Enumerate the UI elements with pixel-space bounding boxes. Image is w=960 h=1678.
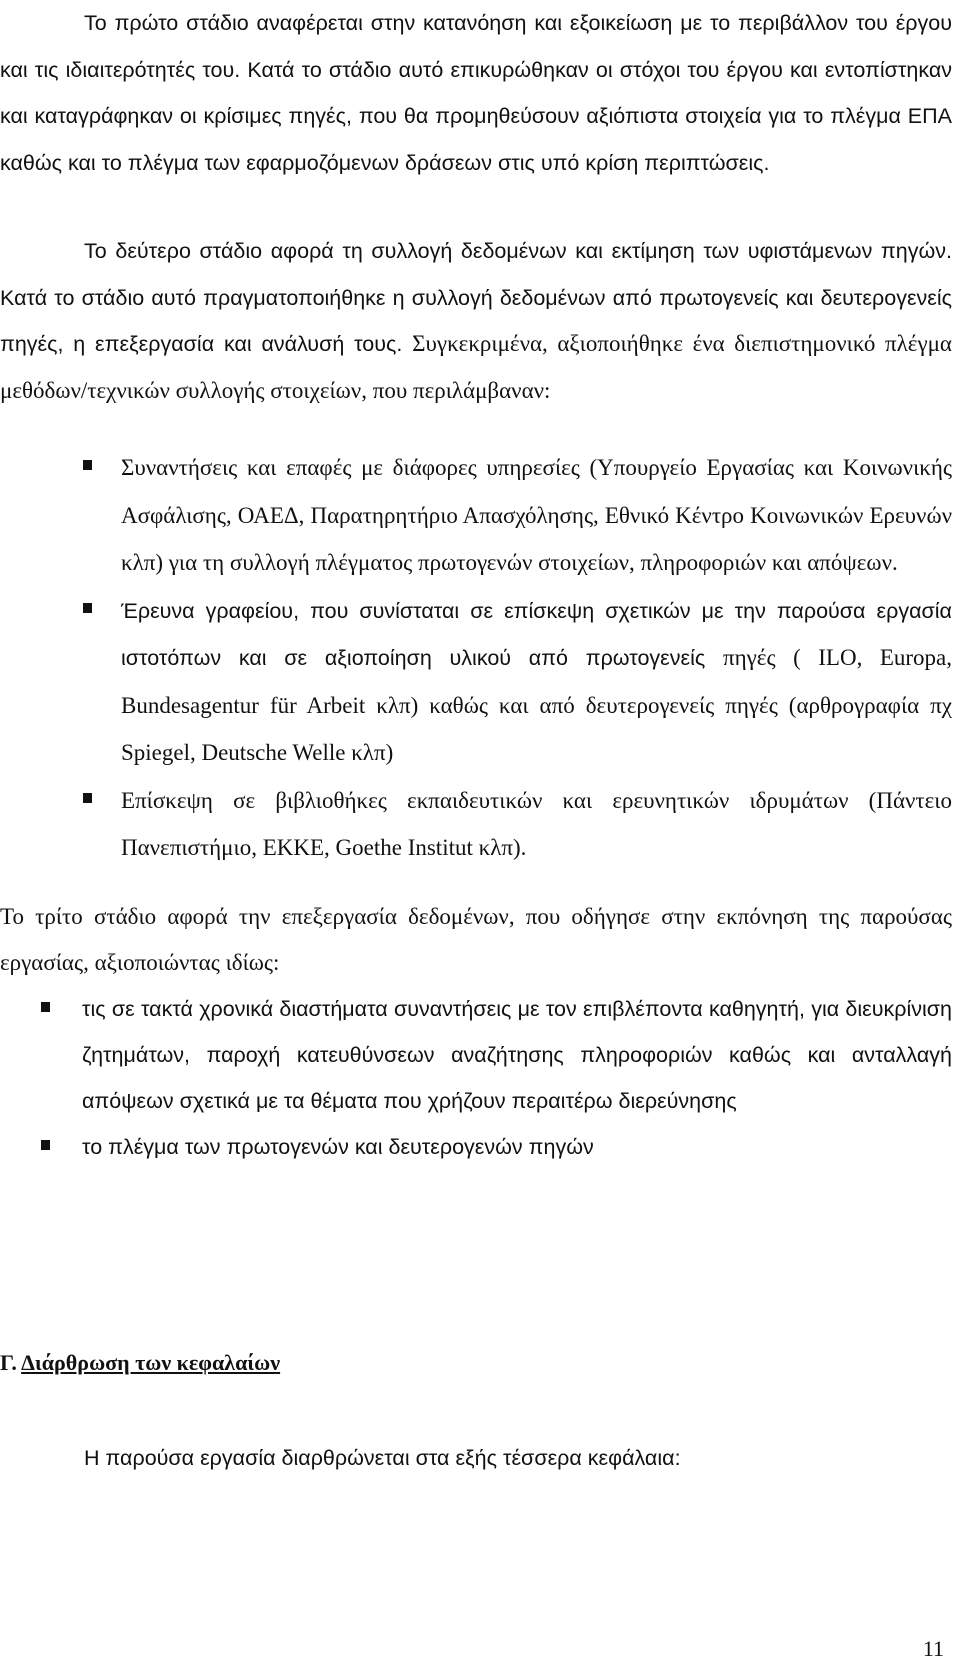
list-item-text-sans: Έρευνα γραφείου, bbox=[121, 598, 311, 623]
square-bullet-icon bbox=[41, 1002, 50, 1012]
square-bullet-icon bbox=[83, 460, 92, 470]
section-heading-title: Διάρθρωση των κεφαλαίων bbox=[21, 1350, 281, 1375]
section-heading-number: Γ. bbox=[0, 1350, 17, 1375]
list-item bbox=[0, 1124, 952, 1170]
stage-two-bullet-list bbox=[0, 444, 952, 872]
list-item-text: Επίσκεψη σε βιβλιοθήκες εκπαιδευτικών και ερευνητικών ιδρυμάτων (Πάντειο Πανεπιστήμιο, ΕΚΚΕ, Goethe Institut κλπ). bbox=[121, 787, 952, 860]
list-item-text: το πλέγμα των πρωτογενών και δευτερογενών πηγών bbox=[82, 1135, 594, 1159]
page-number: 11 bbox=[922, 1636, 944, 1661]
list-item-text: πηγές ( ILO, Europa, Bundesagentur für Arbeit κλπ) καθώς και από δευτερογενείς πηγές (αρθρογραφία πχ Spiegel, Deutsche Welle κλπ) bbox=[121, 645, 953, 765]
stage-three-bullet-list bbox=[0, 986, 952, 1170]
list-item-text-sans-rest: που συνίσταται σε επίσκεψη σχετικών με την παρούσα εργασία ιστοτόπων και σε αξιοποίηση υλικού από πρωτογενείς bbox=[121, 598, 952, 670]
paragraph-text-sans: Το δεύτερο στάδιο αφορά τη συλλογή δεδομένων και εκτίμηση των υφιστάμενων πηγών. Κατά το στάδιο αυτό πραγματοποιήθηκε η συλλογή δεδομένων από πρωτογενείς και δευτερογενείς πηγές, η επεξεργασία και ανάλυσή τους. bbox=[0, 239, 952, 356]
paragraph-stage-two bbox=[0, 228, 952, 414]
list-item bbox=[0, 777, 952, 872]
section-heading bbox=[0, 1350, 280, 1376]
square-bullet-icon bbox=[83, 603, 92, 613]
paragraph-stage-three bbox=[0, 894, 952, 986]
paragraph-stage-one bbox=[0, 0, 952, 186]
paragraph-text: Το τρίτο στάδιο αφορά την επεξεργασία δεδομένων, που οδήγησε στην εκπόνηση της παρούσας εργασίας, αξιοποιώντας ιδίως: bbox=[0, 904, 952, 975]
square-bullet-icon bbox=[83, 793, 92, 803]
square-bullet-icon bbox=[41, 1140, 50, 1150]
paragraph-text-serif: Συγκεκριμένα, αξιοποιήθηκε ένα διεπιστημονικό πλέγμα μεθόδων/τεχνικών συλλογής στοιχείων, που περιλάμβαναν: bbox=[0, 331, 952, 403]
list-item-text: τις σε τακτά χρονικά διαστήματα συναντήσεις με τον επιβλέποντα καθηγητή, για διευκρίνιση ζητημάτων, παροχή κατευθύνσεων αναζήτησης πληροφοριών καθώς και ανταλλαγή απόψεων σχετικά με τα θέματα που χρήζουν περαιτέρω διερεύνησης bbox=[82, 997, 952, 1113]
paragraph-text bbox=[0, 228, 952, 414]
list-item bbox=[0, 986, 952, 1124]
list-item bbox=[0, 444, 952, 587]
chapters-intro-text: Η παρούσα εργασία διαρθρώνεται στα εξής τέσσερα κεφάλαια: bbox=[84, 1446, 681, 1470]
list-item bbox=[0, 587, 952, 777]
list-item-text: Συναντήσεις και επαφές με διάφορες υπηρεσίες (Υπουργείο Εργασίας και Κοινωνικής Ασφάλισης, ΟΑΕΔ, Παρατηρητήριο Απασχόλησης, Εθνικό Κέντρο Κοινωνικών Ερευνών κλπ) για τη συλλογή πλέγματος πρωτογενών στοιχείων, πληροφοριών και απόψεων. bbox=[121, 455, 952, 575]
paragraph-text: Το πρώτο στάδιο αναφέρεται στην κατανόηση και εξοικείωση με το περιβάλλον του έργου και τις ιδιαιτερότητές του. Κατά το στάδιο αυτό επικυρώθηκαν οι στόχοι του έργου και εντοπίστηκαν και καταγράφηκαν οι κρίσιμες πηγές, που θα προμηθεύσουν αξιόπιστα στοιχεία για το πλέγμα ΕΠΑ καθώς και το πλέγμα των εφαρμοζόμενων δράσεων στις υπό κρίση περιπτώσεις. bbox=[0, 11, 952, 175]
